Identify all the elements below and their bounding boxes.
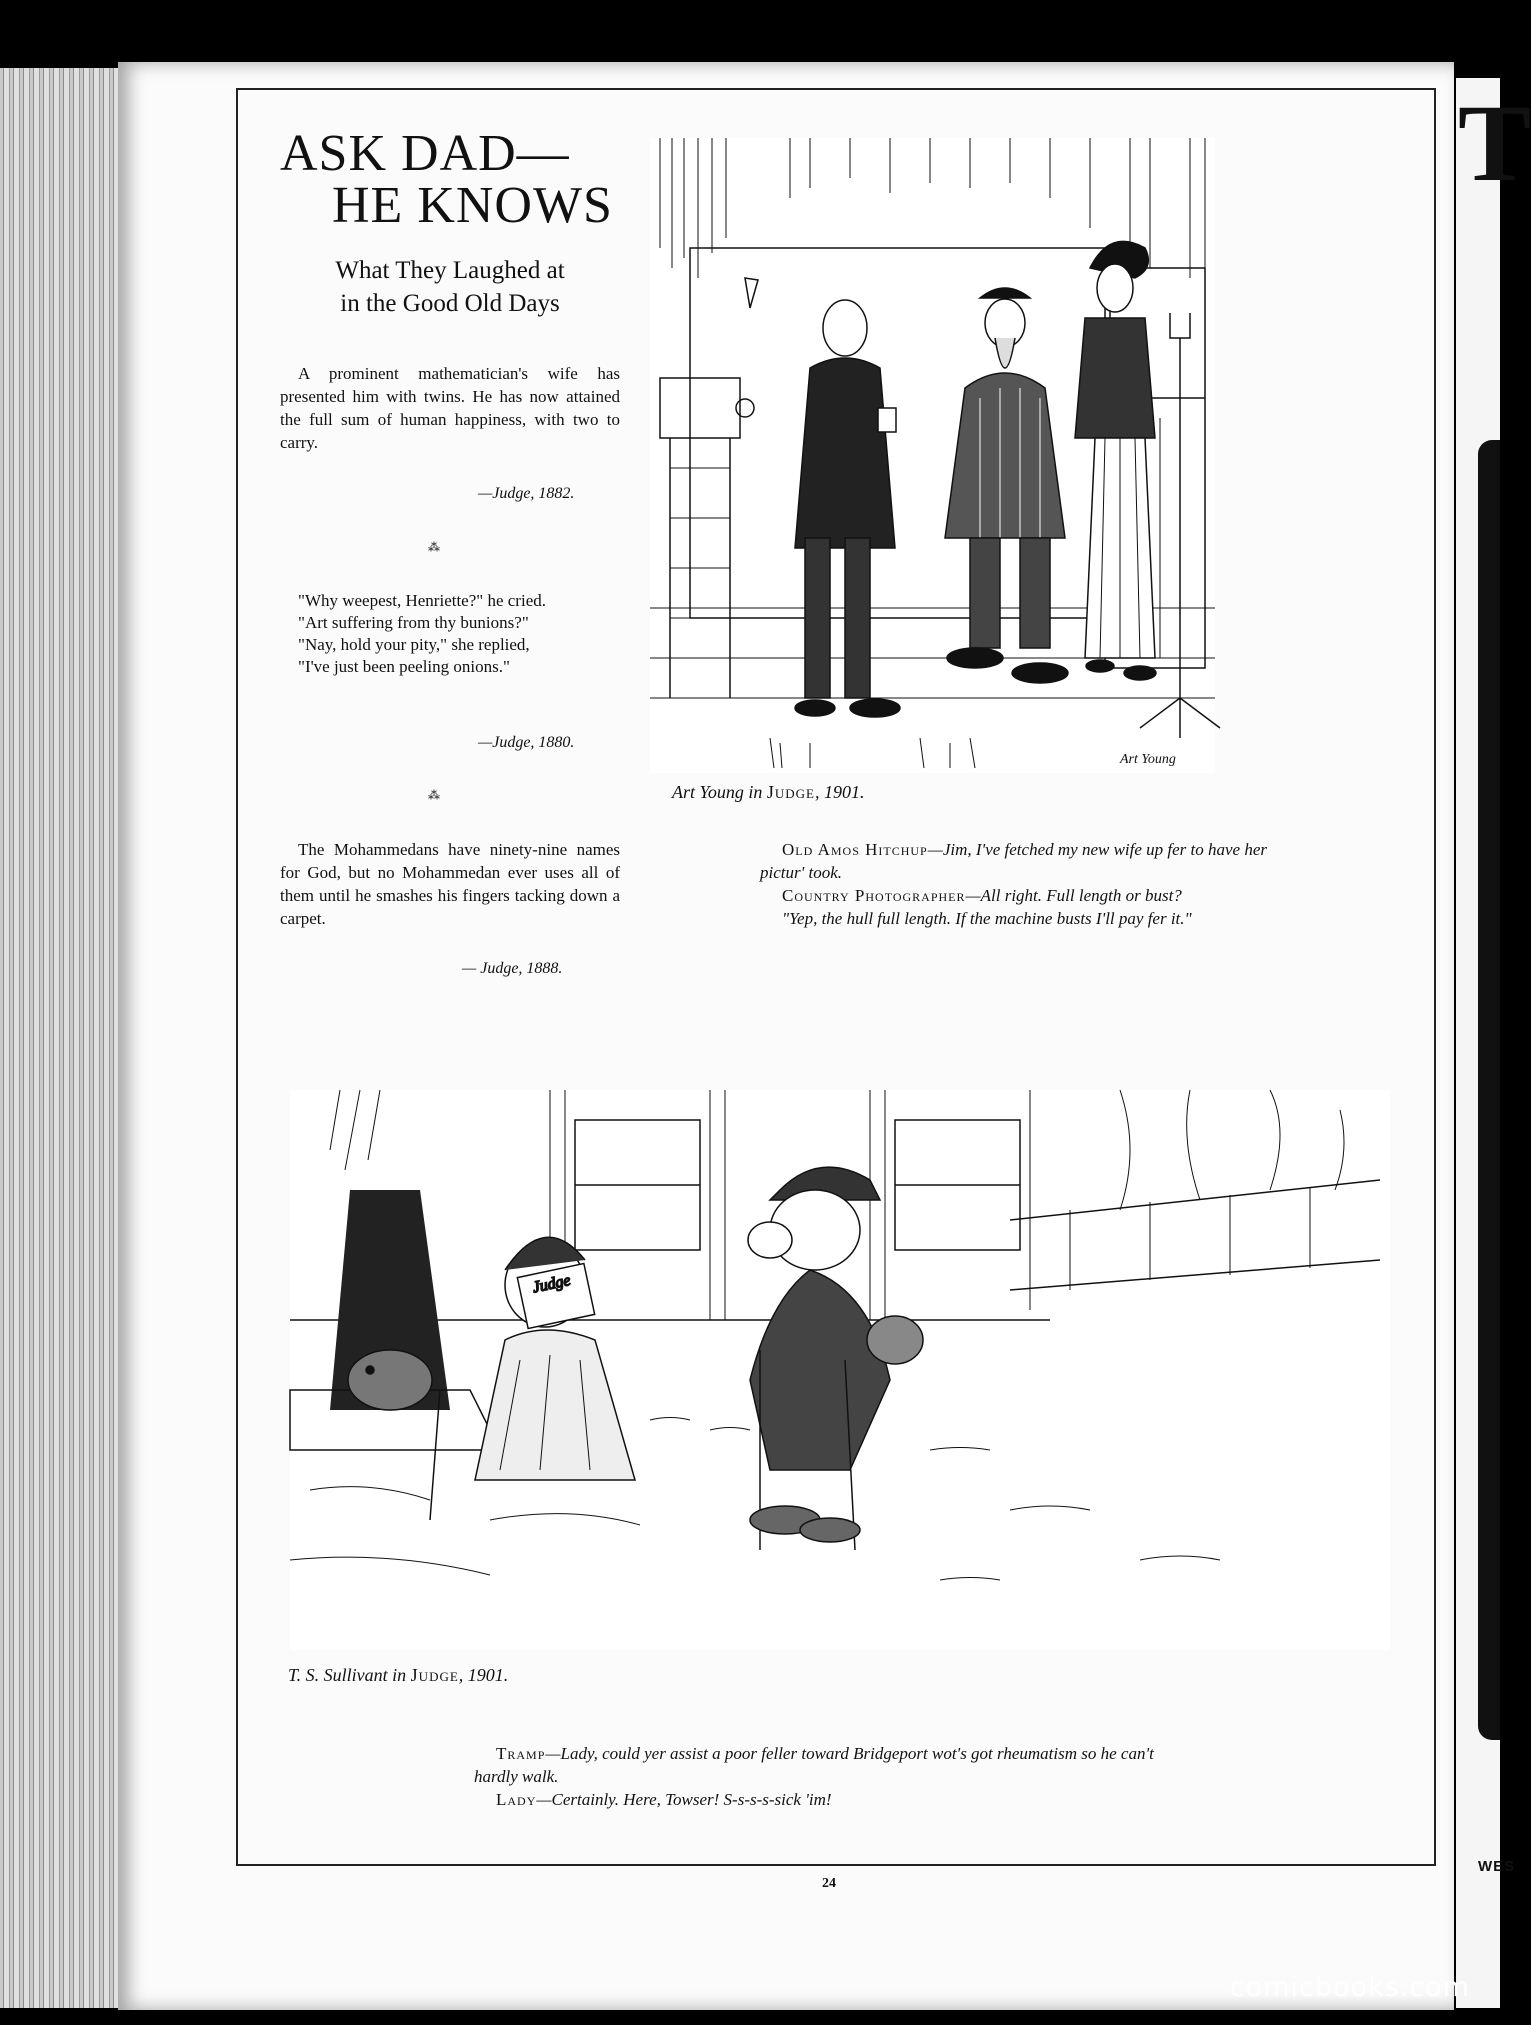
joke-2-source: —Judge, 1880.: [478, 734, 575, 751]
joke-1-source: —Judge, 1882.: [478, 485, 575, 502]
cartoon-2-artist: T. S. Sullivant in: [288, 1665, 407, 1685]
dialog-2-speaker-1: Tramp: [496, 1744, 546, 1763]
dialog-1-text-2: —All right. Full length or bust?: [965, 886, 1182, 905]
dialog-1-text-3: "Yep, the hull full length. If the machine busts I'll pay fer it.": [782, 909, 1192, 928]
cartoon-1-publication: Judge: [766, 782, 815, 802]
cartoon-2-publication: Judge: [410, 1665, 459, 1685]
joke-3-text: The Mohammedans have ninety-nine names for God, but no Mohammedan ever uses all of them until he smashes his fingers tacking down a carpet.: [280, 840, 620, 928]
article-title: [280, 125, 613, 234]
subtitle-line-1: What They Laughed at: [335, 257, 565, 284]
title-line-2: HE KNOWS: [332, 177, 613, 234]
page-number: 24: [822, 1876, 836, 1891]
dialog-1-speaker-2: Country Photographer: [782, 886, 966, 905]
dialog-1-line-2: [760, 884, 1292, 907]
newspaper-title: Judge: [531, 1271, 572, 1297]
cartoon-tramp-illustration: [290, 1090, 1390, 1650]
joke-3-source: — Judge, 1888.: [462, 960, 563, 977]
dialog-1-text-1: —Jim, I've fetched my new wife up fer to have her pictur' took.: [760, 840, 1268, 882]
dialog-2-text-1: —Lady, could yer assist a poor feller toward Bridgeport wot's got rheumatism so he can't hardly walk.: [474, 1744, 1154, 1786]
dialog-1-line-3: [760, 907, 1292, 930]
subtitle-line-2: in the Good Old Days: [340, 290, 560, 317]
cartoon-1-year: , 1901.: [815, 782, 865, 802]
poem-line-3: "Nay, hold your pity," she replied,: [298, 635, 530, 654]
joke-2-poem: [280, 590, 620, 678]
separator-1: ⁂: [428, 540, 441, 554]
cartoon-1-dialog: [760, 838, 1292, 930]
joke-1-text: A prominent mathematician's wife has presented him with twins. He has now attained the full sum of human happiness, with two to carry.: [280, 364, 620, 452]
cartoon-1-signature: Art Young: [1120, 752, 1176, 767]
book-page-stack: [0, 68, 130, 2008]
cartoon-1-artist: Art Young in: [672, 782, 763, 802]
facing-page-illustration: [1478, 440, 1500, 1740]
cartoon-2-caption: [288, 1665, 508, 1686]
separator-2: ⁂: [428, 788, 441, 802]
cartoon-photographer-illustration: [650, 138, 1215, 773]
poem-line-1: "Why weepest, Henriette?" he cried.: [298, 591, 546, 610]
dialog-2-line-1: [474, 1742, 1194, 1788]
site-watermark: comicbooks.com: [1229, 1972, 1470, 2003]
poem-line-4: "I've just been peeling onions.": [298, 657, 510, 676]
article-subtitle: [290, 254, 610, 320]
cartoon-1-caption: [672, 782, 865, 803]
facing-page-word: WES: [1478, 1858, 1516, 1875]
dialog-1-speaker-1: Old Amos Hitchup: [782, 840, 928, 859]
cartoon-2-dialog: [474, 1742, 1194, 1811]
dialog-2-line-2: [474, 1788, 1194, 1811]
dialog-1-line-1: [760, 838, 1292, 884]
dialog-2-text-2: —Certainly. Here, Towser! S-s-s-s-sick 'im!: [536, 1790, 832, 1809]
cartoon-2-year: , 1901.: [458, 1665, 509, 1685]
dialog-2-speaker-2: Lady: [496, 1790, 537, 1809]
facing-page-letter: T: [1458, 82, 1531, 204]
title-line-1: ASK DAD—: [280, 125, 570, 182]
poem-line-2: "Art suffering from thy bunions?": [298, 613, 529, 632]
